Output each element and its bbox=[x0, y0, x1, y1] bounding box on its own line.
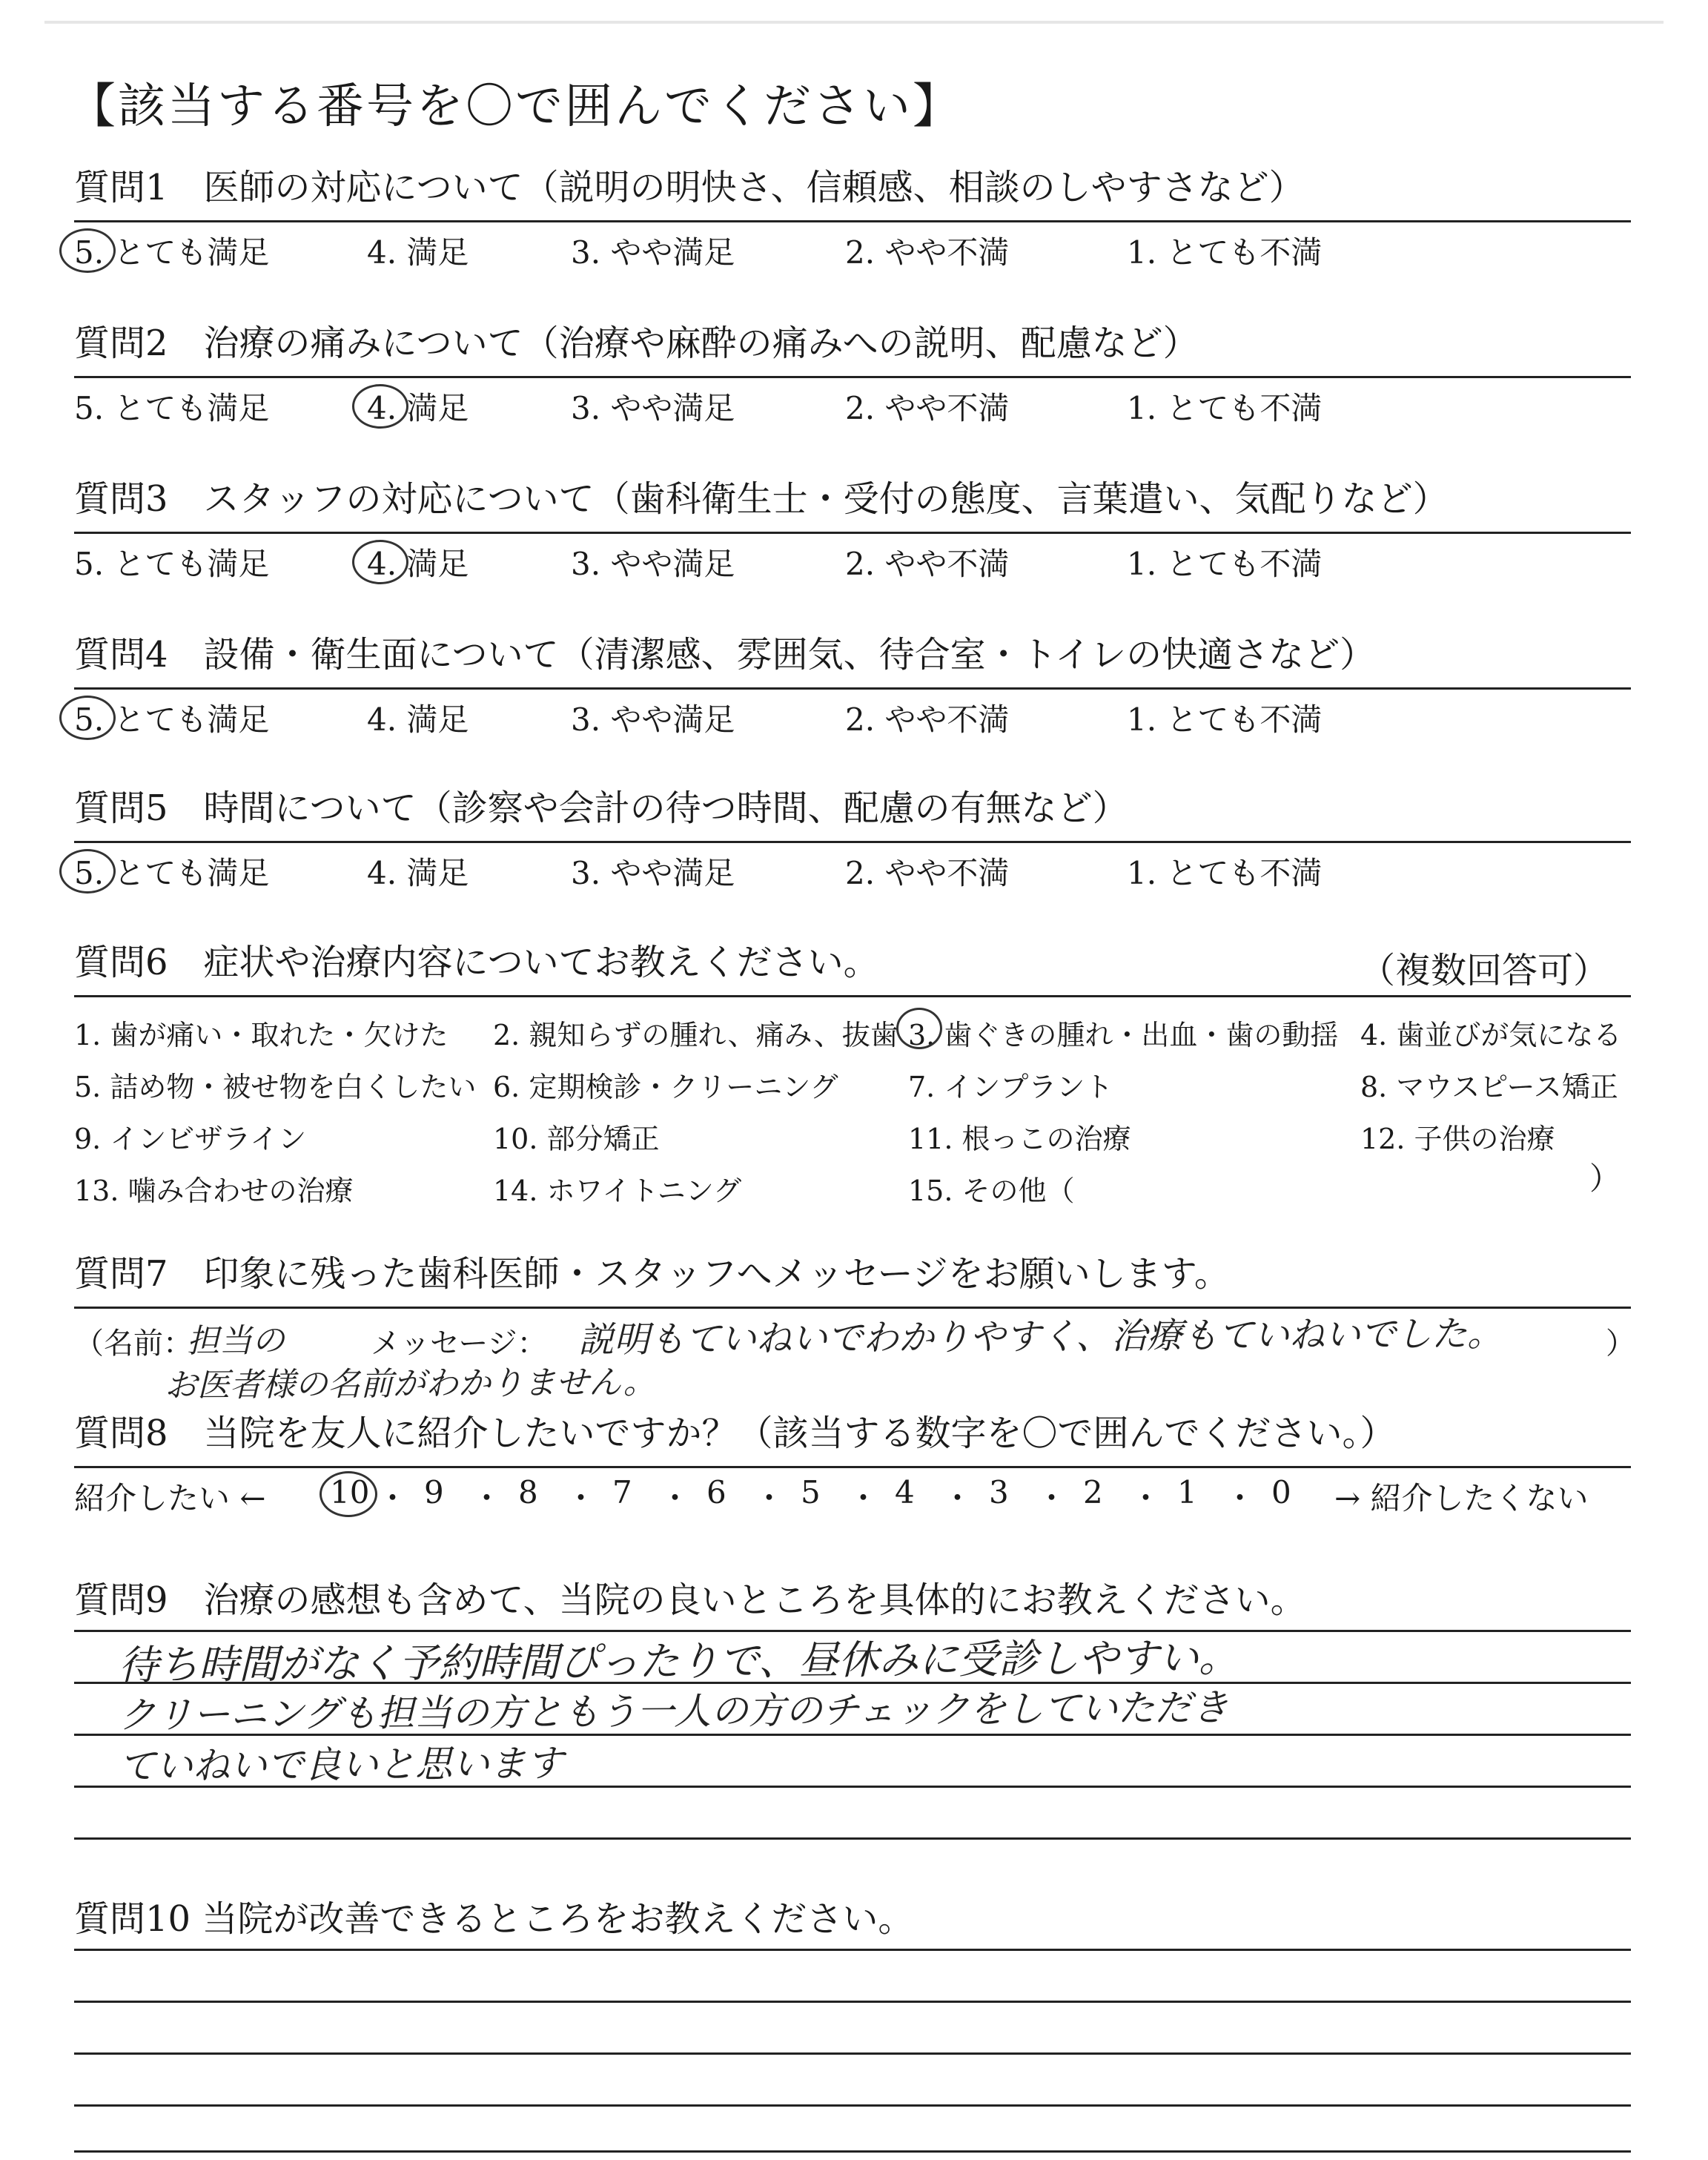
scale-separator: ・ bbox=[471, 1480, 503, 1516]
symptom-option[interactable] bbox=[74, 1012, 448, 1053]
rating-option[interactable] bbox=[367, 696, 469, 740]
rating-option-label: 5. とても満足 bbox=[74, 854, 270, 891]
symptom-option-label: 10. 部分矯正 bbox=[493, 1122, 660, 1155]
selection-circle bbox=[59, 849, 116, 894]
question-7-title: 質問7 印象に残った歯科医師・スタッフへメッセージをお願いします。 bbox=[74, 1253, 1230, 1295]
question-10-title: 質問10 当院が改善できるところをお教えください。 bbox=[74, 1898, 914, 1940]
rating-option[interactable] bbox=[74, 384, 269, 429]
rating-option[interactable] bbox=[845, 849, 1009, 894]
rating-option-label: 4. 満足 bbox=[367, 389, 469, 426]
rating-option[interactable] bbox=[367, 540, 469, 584]
q9-answer-text: ていねいで良いと思います bbox=[118, 1741, 564, 1789]
rating-option[interactable] bbox=[74, 228, 269, 273]
symptom-option[interactable] bbox=[493, 1116, 660, 1157]
question-6 bbox=[74, 942, 1631, 1220]
question-2-title: 質問2 治療の痛みについて（治療や麻酔の痛みへの説明、配慮など） bbox=[74, 323, 1199, 364]
selection-circle bbox=[320, 1471, 377, 1517]
symptom-option-label: 6. 定期検診・クリーニング bbox=[493, 1070, 838, 1103]
scale-separator: ・ bbox=[753, 1480, 785, 1516]
symptom-option[interactable] bbox=[1360, 1064, 1618, 1105]
rating-option[interactable] bbox=[845, 540, 1009, 584]
scale-separator: ・ bbox=[847, 1480, 879, 1516]
rating-option-label: 2. やや不満 bbox=[845, 234, 1010, 271]
symptom-option-label: 11. 根っこの治療 bbox=[908, 1122, 1131, 1155]
rating-option-label: 1. とても不満 bbox=[1127, 854, 1323, 891]
selection-circle bbox=[59, 228, 116, 273]
selection-circle bbox=[896, 1008, 942, 1049]
rating-option-label: 1. とても不満 bbox=[1127, 701, 1323, 738]
rating-option[interactable] bbox=[367, 228, 469, 273]
symptom-option-label: 8. マウスピース矯正 bbox=[1360, 1070, 1618, 1103]
rating-options bbox=[74, 843, 1631, 895]
question-8-rule bbox=[74, 1466, 1631, 1468]
symptom-option[interactable] bbox=[74, 1168, 354, 1209]
question-6-note: （複数回答可） bbox=[1359, 950, 1609, 991]
scale-separator: ・ bbox=[1224, 1480, 1256, 1516]
rating-option-label: 5. とても満足 bbox=[74, 234, 270, 271]
rating-option-label: 4. 満足 bbox=[367, 234, 469, 271]
rating-option-label: 4. 満足 bbox=[367, 854, 469, 891]
scale-separator: ・ bbox=[941, 1480, 973, 1516]
rating-option[interactable] bbox=[571, 384, 735, 429]
symptom-option[interactable] bbox=[908, 1064, 1113, 1105]
scale-value[interactable]: 0 bbox=[1271, 1474, 1291, 1510]
rating-option[interactable] bbox=[571, 228, 735, 273]
scale-value[interactable]: 3 bbox=[989, 1474, 1009, 1510]
rating-option-label: 3. やや満足 bbox=[571, 389, 735, 426]
top-border bbox=[44, 21, 1664, 24]
question-7 bbox=[74, 1253, 1631, 1309]
rating-option-label: 4. 満足 bbox=[367, 701, 469, 738]
scale-value[interactable]: 7 bbox=[612, 1474, 632, 1510]
rating-option[interactable] bbox=[1127, 540, 1322, 584]
rating-option-label: 1. とても不満 bbox=[1127, 234, 1323, 271]
scale-right-label: → 紹介したくない bbox=[1334, 1480, 1589, 1516]
selection-circle bbox=[352, 540, 408, 584]
symptom-option-label: 7. インプラント bbox=[908, 1070, 1113, 1103]
symptom-option-label: 2. 親知らずの腫れ、痛み、抜歯 bbox=[493, 1018, 898, 1051]
rating-option-label: 4. 満足 bbox=[367, 545, 469, 582]
scale-left-label: 紹介したい ← bbox=[74, 1480, 266, 1516]
symptom-option[interactable] bbox=[908, 1168, 1075, 1209]
scale-separator: ・ bbox=[565, 1480, 597, 1516]
q10-answer-line bbox=[74, 2052, 1631, 2055]
question-2 bbox=[74, 323, 1631, 430]
rating-option-label: 3. やや満足 bbox=[571, 701, 735, 738]
scale-separator: ・ bbox=[659, 1480, 691, 1516]
scale-separator: ・ bbox=[377, 1480, 408, 1516]
scale-value[interactable]: 5 bbox=[801, 1474, 821, 1510]
q9-answer-text: 待ち時間がなく予約時間ぴったりで、昼休みに受診しやすい。 bbox=[118, 1634, 1239, 1689]
q9-answer-text: クリーニングも担当の方ともう一人の方のチェックをしていただき bbox=[118, 1685, 1229, 1737]
rating-option[interactable] bbox=[367, 849, 469, 894]
recommend-scale bbox=[74, 1474, 1631, 1519]
rating-option-label: 1. とても不満 bbox=[1127, 389, 1323, 426]
other-close-paren: ） bbox=[1589, 1160, 1621, 1197]
symptom-option[interactable] bbox=[493, 1012, 898, 1053]
rating-options bbox=[74, 690, 1631, 742]
symptom-option-label: 5. 詰め物・被せ物を白くしたい bbox=[74, 1070, 477, 1103]
question-5-title: 質問5 時間について（診察や会計の待つ時間、配慮の有無など） bbox=[74, 787, 1128, 829]
symptom-option-label: 12. 子供の治療 bbox=[1360, 1122, 1555, 1155]
q10-answer-line bbox=[74, 2104, 1631, 2107]
q9-answer-line bbox=[74, 1837, 1631, 1840]
rating-option[interactable] bbox=[74, 696, 269, 740]
symptom-option-label: 13. 噛み合わせの治療 bbox=[74, 1174, 354, 1207]
question-1-title: 質問1 医師の対応について（説明の明快さ、信頼感、相談のしやすさなど） bbox=[74, 167, 1305, 208]
question-6-title: 質問6 症状や治療内容についてお教えください。 bbox=[74, 942, 879, 983]
rating-option-label: 2. やや不満 bbox=[845, 545, 1010, 582]
message-close-paren: ） bbox=[1606, 1327, 1635, 1361]
scale-value[interactable]: 9 bbox=[424, 1474, 444, 1510]
symptom-option[interactable] bbox=[1360, 1012, 1621, 1053]
rating-options bbox=[74, 534, 1631, 586]
symptom-grid bbox=[74, 997, 1631, 1220]
symptom-option[interactable] bbox=[74, 1064, 476, 1105]
rating-option[interactable] bbox=[571, 696, 735, 740]
rating-option-label: 5. とても満足 bbox=[74, 545, 270, 582]
symptom-option[interactable] bbox=[493, 1064, 838, 1105]
question-9 bbox=[74, 1579, 1631, 1622]
symptom-option[interactable] bbox=[74, 1116, 306, 1157]
rating-option[interactable] bbox=[1127, 384, 1322, 429]
symptom-option[interactable] bbox=[908, 1012, 1338, 1053]
symptom-option-label: 15. その他（ bbox=[908, 1174, 1075, 1207]
symptom-option[interactable] bbox=[1360, 1116, 1555, 1157]
rating-option[interactable] bbox=[74, 540, 269, 584]
rating-option[interactable] bbox=[571, 540, 735, 584]
scale-value[interactable]: 4 bbox=[895, 1474, 915, 1510]
rating-option[interactable] bbox=[571, 849, 735, 894]
question-4-title: 質問4 設備・衛生面について（清潔感、雰囲気、待合室・トイレの快適さなど） bbox=[74, 634, 1376, 676]
symptom-option-label: 14. ホワイトニング bbox=[493, 1174, 742, 1207]
rating-option-label: 2. やや不満 bbox=[845, 701, 1010, 738]
rating-option-label: 1. とても不満 bbox=[1127, 545, 1323, 582]
symptom-option[interactable] bbox=[493, 1168, 741, 1209]
rating-option[interactable] bbox=[845, 384, 1009, 429]
message-label: メッセージ： bbox=[371, 1327, 547, 1361]
question-10 bbox=[74, 1898, 1631, 1941]
scale-separator: ・ bbox=[1036, 1480, 1068, 1516]
question-5 bbox=[74, 787, 1631, 895]
rating-option[interactable] bbox=[367, 384, 469, 429]
symptom-option-label: 1. 歯が痛い・取れた・欠けた bbox=[74, 1018, 448, 1051]
symptom-option-label: 9. インビザライン bbox=[74, 1122, 307, 1155]
message-note: お医者様の名前がわかりません。 bbox=[164, 1363, 656, 1405]
symptom-option-label: 3. 歯ぐきの腫れ・出血・歯の動揺 bbox=[908, 1018, 1339, 1051]
rating-option-label: 3. やや満足 bbox=[571, 545, 735, 582]
rating-options bbox=[74, 222, 1631, 274]
question-8-title: 質問8 当院を友人に紹介したいですか？（該当する数字を〇で囲んでください。） bbox=[74, 1413, 1396, 1454]
scale-value[interactable]: 8 bbox=[518, 1474, 538, 1510]
q10-answer-line bbox=[74, 2001, 1631, 2003]
rating-option-label: 3. やや満足 bbox=[571, 854, 735, 891]
question-1 bbox=[74, 167, 1631, 274]
q10-answer-line bbox=[74, 2150, 1631, 2153]
name-label: （名前： bbox=[74, 1327, 193, 1361]
rating-option[interactable] bbox=[845, 696, 1009, 740]
symptom-option[interactable] bbox=[908, 1116, 1131, 1157]
question-4 bbox=[74, 634, 1631, 742]
name-value: 担当の bbox=[186, 1321, 285, 1361]
rating-option[interactable] bbox=[74, 849, 269, 894]
message-value: 説明もていねいでわかりやすく、治療もていねいでした。 bbox=[577, 1312, 1503, 1361]
question-3-title: 質問3 スタッフの対応について（歯科衛生士・受付の態度、言葉遣い、気配りなど） bbox=[74, 478, 1449, 520]
rating-option-label: 5. とても満足 bbox=[74, 389, 270, 426]
rating-option-label: 5. とても満足 bbox=[74, 701, 270, 738]
symptom-option-label: 4. 歯並びが気になる bbox=[1360, 1018, 1622, 1051]
rating-option[interactable] bbox=[1127, 228, 1322, 273]
scale-value[interactable]: 1 bbox=[1177, 1474, 1197, 1510]
rating-option-label: 2. やや不満 bbox=[845, 854, 1010, 891]
rating-option[interactable] bbox=[1127, 849, 1322, 894]
question-8 bbox=[74, 1413, 1631, 1468]
scale-separator: ・ bbox=[1130, 1480, 1162, 1516]
page-header: 【該当する番号を〇で囲んでください】 bbox=[68, 79, 962, 134]
rating-option[interactable] bbox=[845, 228, 1009, 273]
selection-circle bbox=[352, 384, 408, 429]
selection-circle bbox=[59, 696, 116, 740]
rating-option-label: 3. やや満足 bbox=[571, 234, 735, 271]
scale-value[interactable]: 10 bbox=[330, 1474, 370, 1510]
scale-value[interactable]: 2 bbox=[1083, 1474, 1103, 1510]
question-3 bbox=[74, 478, 1631, 586]
q10-answer-line bbox=[74, 1949, 1631, 1951]
rating-options bbox=[74, 378, 1631, 430]
scale-value[interactable]: 6 bbox=[706, 1474, 726, 1510]
rating-option-label: 2. やや不満 bbox=[845, 389, 1010, 426]
rating-option[interactable] bbox=[1127, 696, 1322, 740]
question-9-title: 質問9 治療の感想も含めて、当院の良いところを具体的にお教えください。 bbox=[74, 1579, 1306, 1621]
